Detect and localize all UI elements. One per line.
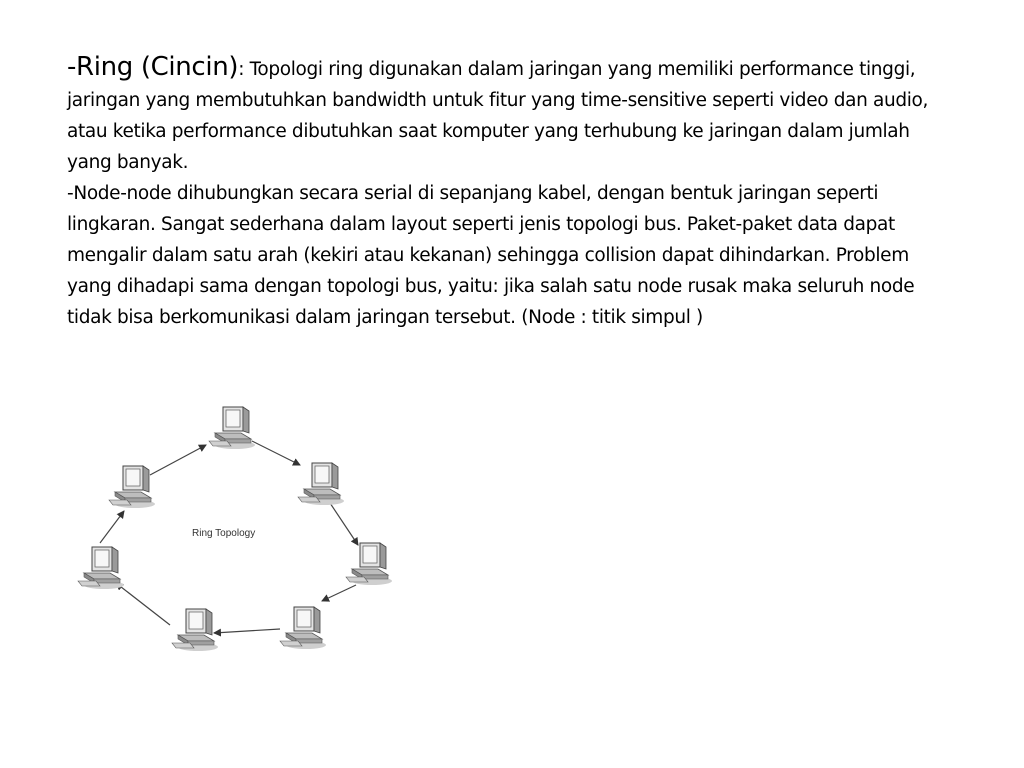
link-5-6 [214,629,280,633]
computer-icon [280,607,326,649]
link-3-4 [330,503,358,545]
link-7-1 [100,511,124,543]
link-6-7 [116,583,170,625]
computer-icon [346,543,392,585]
paragraph-ring-details: -Node-node dihubungkan secara serial di sepanjang kabel, dengan bentuk jaringan seperti lingkaran. Sangat sederhana dalam layout seperti jenis topologi bus. Paket-paket data dapat mengalir dalam satu arah (kekiri atau kekanan) sehingga collision dapat dihindarkan. Problem yang dihadapi sama dengan topologi bus, yaitu: jika salah satu node rusak maka seluruh node tidak bisa berkomunikasi dalam jaringan tersebut. (Node : titik simpul ) [67,183,915,328]
link-1-2 [150,445,206,475]
computer-icon [109,466,155,508]
paragraph1-text: : Topologi ring digunakan dalam jaringan yang memiliki performance tinggi, jaringan yang membutuhkan bandwidth untuk fitur yang time-sensitive seperti video dan audio, atau ketika performance dibutuhkan saat komputer yang terhubung ke jaringan dalam jumlah yang banyak. [67,59,929,173]
term-title: Ring (Cincin) [76,52,239,82]
paragraph-ring-definition [67,52,947,178]
ring-topology-svg [60,395,405,660]
computer-icon [78,547,124,589]
diagram-label: Ring Topology [192,528,256,539]
computer-icon [172,609,218,651]
ring-topology-diagram [60,395,405,660]
term-prefix: - [67,52,77,82]
computer-icon [298,463,344,505]
computer-icon [209,407,255,449]
slide-text [67,52,947,333]
link-2-3 [252,441,300,465]
link-4-5 [322,585,356,601]
